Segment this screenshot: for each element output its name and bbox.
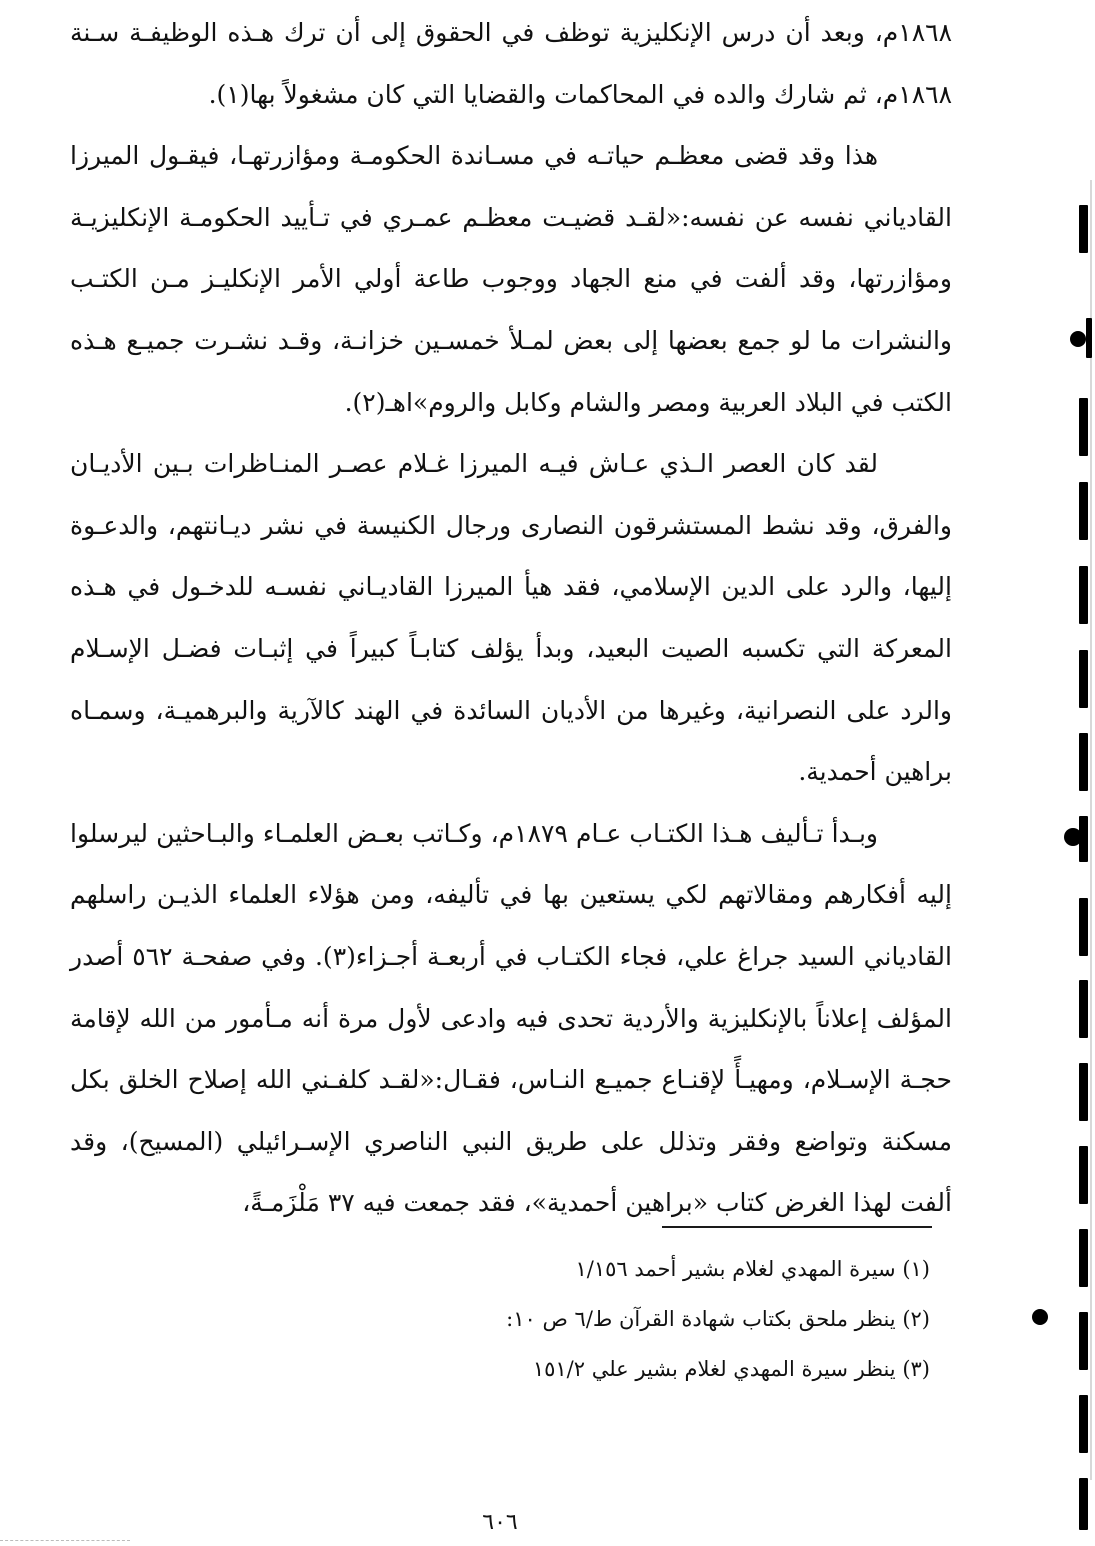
binding-mark bbox=[1079, 1063, 1088, 1121]
paragraph-2: هذا وقد قضى معظـم حياتـه في مسـاندة الحكومـة ومؤازرتهـا، فيقـول الميرزا القادياني نفسه عن نفسه:«لقـد قضيـت معظـم عمـري في تـأييد الحكومـة الإنكليزيـة ومؤازرتها، وقد ألفت في منع الجهاد ووجوب طاعة أولي الأمر الإنكليـز مـن الكتـب والنشرات ما لو جمع بعضها إلى بعض لمـلأ خمسـين خزانـة، وقـد نشـرت جميـع هـذه الكتب في البلاد العربية ومصر والشام وكابل والروم»اهـ(٢). bbox=[70, 141, 952, 417]
binding-mark bbox=[1079, 898, 1088, 956]
footnote-separator bbox=[662, 1226, 932, 1228]
paragraph-1: ١٨٦٨م، وبعد أن درس الإنكليزية توظف في الحقوق إلى أن ترك هـذه الوظيفـة سـنة ١٨٦٨م، ثم شارك والده في المحاكمات والقضايا التي كان مشغولاً بها(١). bbox=[70, 18, 952, 109]
page-number: ٦٠٦ bbox=[482, 1510, 518, 1535]
binding-mark bbox=[1079, 1478, 1088, 1530]
binding-hole-dot bbox=[1070, 331, 1086, 347]
binding-mark bbox=[1079, 1229, 1088, 1287]
scan-edge-line bbox=[1090, 180, 1092, 1480]
footnote-3: (٣) ينظر سيرة المهدي لغلام بشير علي ١٥١/٢ bbox=[532, 1357, 930, 1381]
scan-bottom-dash bbox=[0, 1540, 130, 1541]
binding-mark bbox=[1079, 482, 1088, 540]
main-text bbox=[70, 2, 952, 1234]
paragraph-4: وبـدأ تـأليف هـذا الكتـاب عـام ١٨٧٩م، وكـاتب بعـض العلمـاء والبـاحثين ليرسلوا إليه أفكارهم ومقالاتهم لكي يستعين بها في تأليفه، ومن هؤلاء العلماء الذيـن راسلهم القادياني السيد جراغ علي، فجاء الكتـاب في أربعـة أجـزاء(٣). وفي صفحـة ٥٦٢ أصدر المؤلف إعلاناً بالإنكليزية والأردية تحدى فيه وادعى لأول مرة أنه مـأمور من الله لإقامة حجـة الإسـلام، ومهيـأً لإقنـاع جميـع النـاس، فقـال:«لقـد كلفـني الله إصلاح الخلق بكل مسكنة وتواضع وفقر وتذلل على طريق النبي الناصري الإسـرائيلي (المسيح)، وقد ألفت لهذا الغرض كتاب «براهين أحمدية»، فقد جمعت فيه ٣٧ مَلْزَمـةً، bbox=[70, 818, 952, 1218]
paragraph-3: لقد كان العصر الـذي عـاش فيـه الميرزا غـلام عصـر المنـاظرات بـين الأديـان والفرق، وقد نشط المستشرقون النصارى ورجال الكنيسة في نشر ديـانتهم، والدعـوة إليها، والرد على الدين الإسلامي، فقد هيأ الميرزا القاديـاني نفسـه للدخـول في هـذه المعركة التي تكسبه الصيت البعيد، وبدأ يؤلف كتابـاً كبيراً في إثبـات فضـل الإسـلام والرد على النصرانية، وغيرها من الأديان السائدة في الهند كالآرية والبرهميـة، وسمـاه براهين أحمدية. bbox=[70, 449, 952, 787]
binding-hole-dot bbox=[1032, 1309, 1048, 1325]
binding-mark bbox=[1086, 318, 1092, 358]
binding-mark bbox=[1079, 1312, 1088, 1370]
binding-mark bbox=[1079, 1395, 1088, 1453]
footnotes bbox=[300, 1244, 930, 1394]
footnote-2: (٢) ينظر ملحق بكتاب شهادة القرآن ط/٦ ص ١٠: bbox=[506, 1307, 930, 1331]
binding-mark bbox=[1079, 816, 1088, 862]
binding-mark bbox=[1079, 650, 1088, 708]
footnote-1: (١) سيرة المهدي لغلام بشير أحمد ١/١٥٦ bbox=[575, 1257, 930, 1281]
binding-mark bbox=[1079, 733, 1088, 791]
binding-mark bbox=[1079, 566, 1088, 624]
binding-mark bbox=[1079, 1146, 1088, 1204]
binding-mark bbox=[1079, 980, 1088, 1038]
binding-mark bbox=[1079, 205, 1088, 253]
binding-mark bbox=[1079, 398, 1088, 456]
